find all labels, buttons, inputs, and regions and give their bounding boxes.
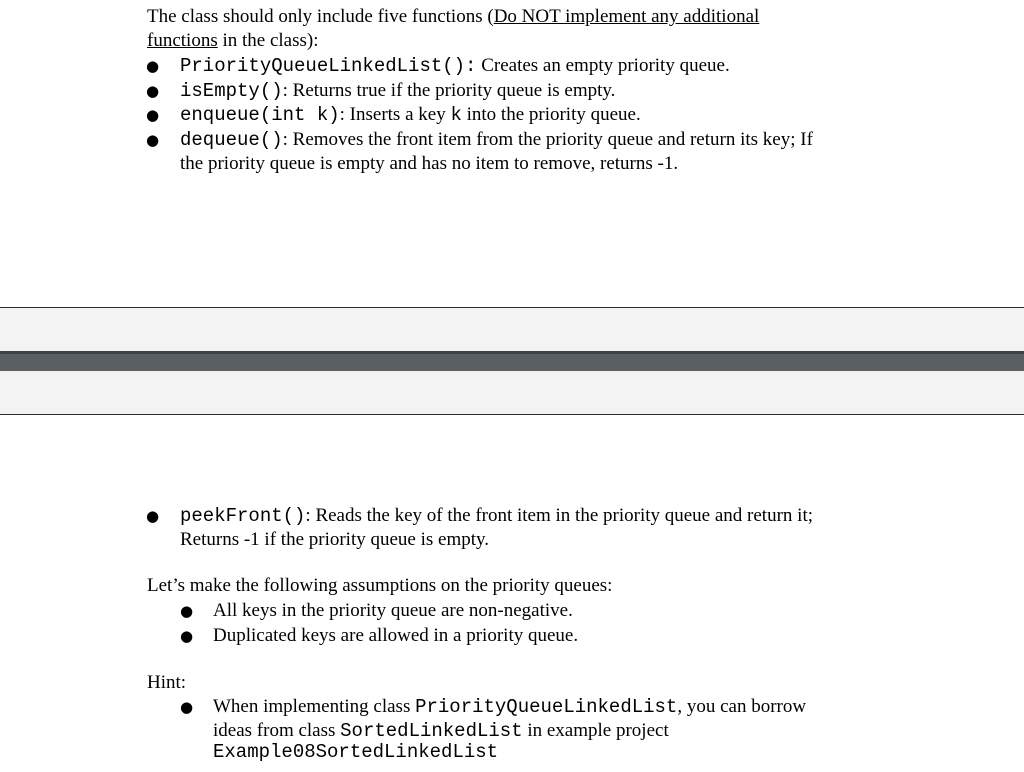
bullet-icon: ● xyxy=(180,602,194,620)
hint-heading: Hint: xyxy=(147,672,187,693)
hint-line-1: When implementing class PriorityQueueLinkedList, you can borrow xyxy=(213,696,807,718)
page-gap xyxy=(0,371,1024,414)
intro-line-2: functions in the class): xyxy=(147,30,319,51)
bullet-icon: ● xyxy=(146,106,160,124)
bullet-icon: ● xyxy=(146,131,160,149)
hint-project-name: Example08SortedLinkedList xyxy=(213,741,499,763)
function-item-dequeue-continuation: the priority queue is empty and has no item to remove, returns -1. xyxy=(180,153,679,174)
page-2 xyxy=(0,415,1024,772)
bullet-icon: ● xyxy=(146,57,160,75)
function-item-dequeue: dequeue(): Removes the front item from the priority queue and return its key; If xyxy=(180,129,813,151)
intro-underlined-text: Do NOT implement any additional xyxy=(493,6,760,27)
assumptions-heading: Let’s make the following assumptions on the priority queues: xyxy=(147,575,613,596)
hint-line-2: ideas from class SortedLinkedList in example project xyxy=(213,720,669,742)
function-item-isempty: isEmpty(): Returns true if the priority queue is empty. xyxy=(180,80,616,102)
function-item-constructor: PriorityQueueLinkedList(): Creates an empty priority queue. xyxy=(180,55,730,77)
function-item-peekfront-continuation: Returns -1 if the priority queue is empty. xyxy=(180,529,490,550)
bullet-icon: ● xyxy=(180,627,194,645)
bullet-icon: ● xyxy=(146,82,160,100)
assumption-item: All keys in the priority queue are non-negative. xyxy=(213,600,573,621)
function-item-peekfront: peekFront(): Reads the key of the front item in the priority queue and return it; xyxy=(180,505,814,527)
page-gap xyxy=(0,308,1024,351)
page-1 xyxy=(0,0,1024,307)
intro-line-1: The class should only include five functions (Do NOT implement any additional xyxy=(147,6,760,27)
assumption-item: Duplicated keys are allowed in a priority queue. xyxy=(213,625,579,646)
bullet-icon: ● xyxy=(146,507,160,525)
function-item-enqueue: enqueue(int k): Inserts a key k into the priority queue. xyxy=(180,104,641,126)
page-separator-bar xyxy=(0,351,1024,371)
bullet-icon: ● xyxy=(180,698,194,716)
